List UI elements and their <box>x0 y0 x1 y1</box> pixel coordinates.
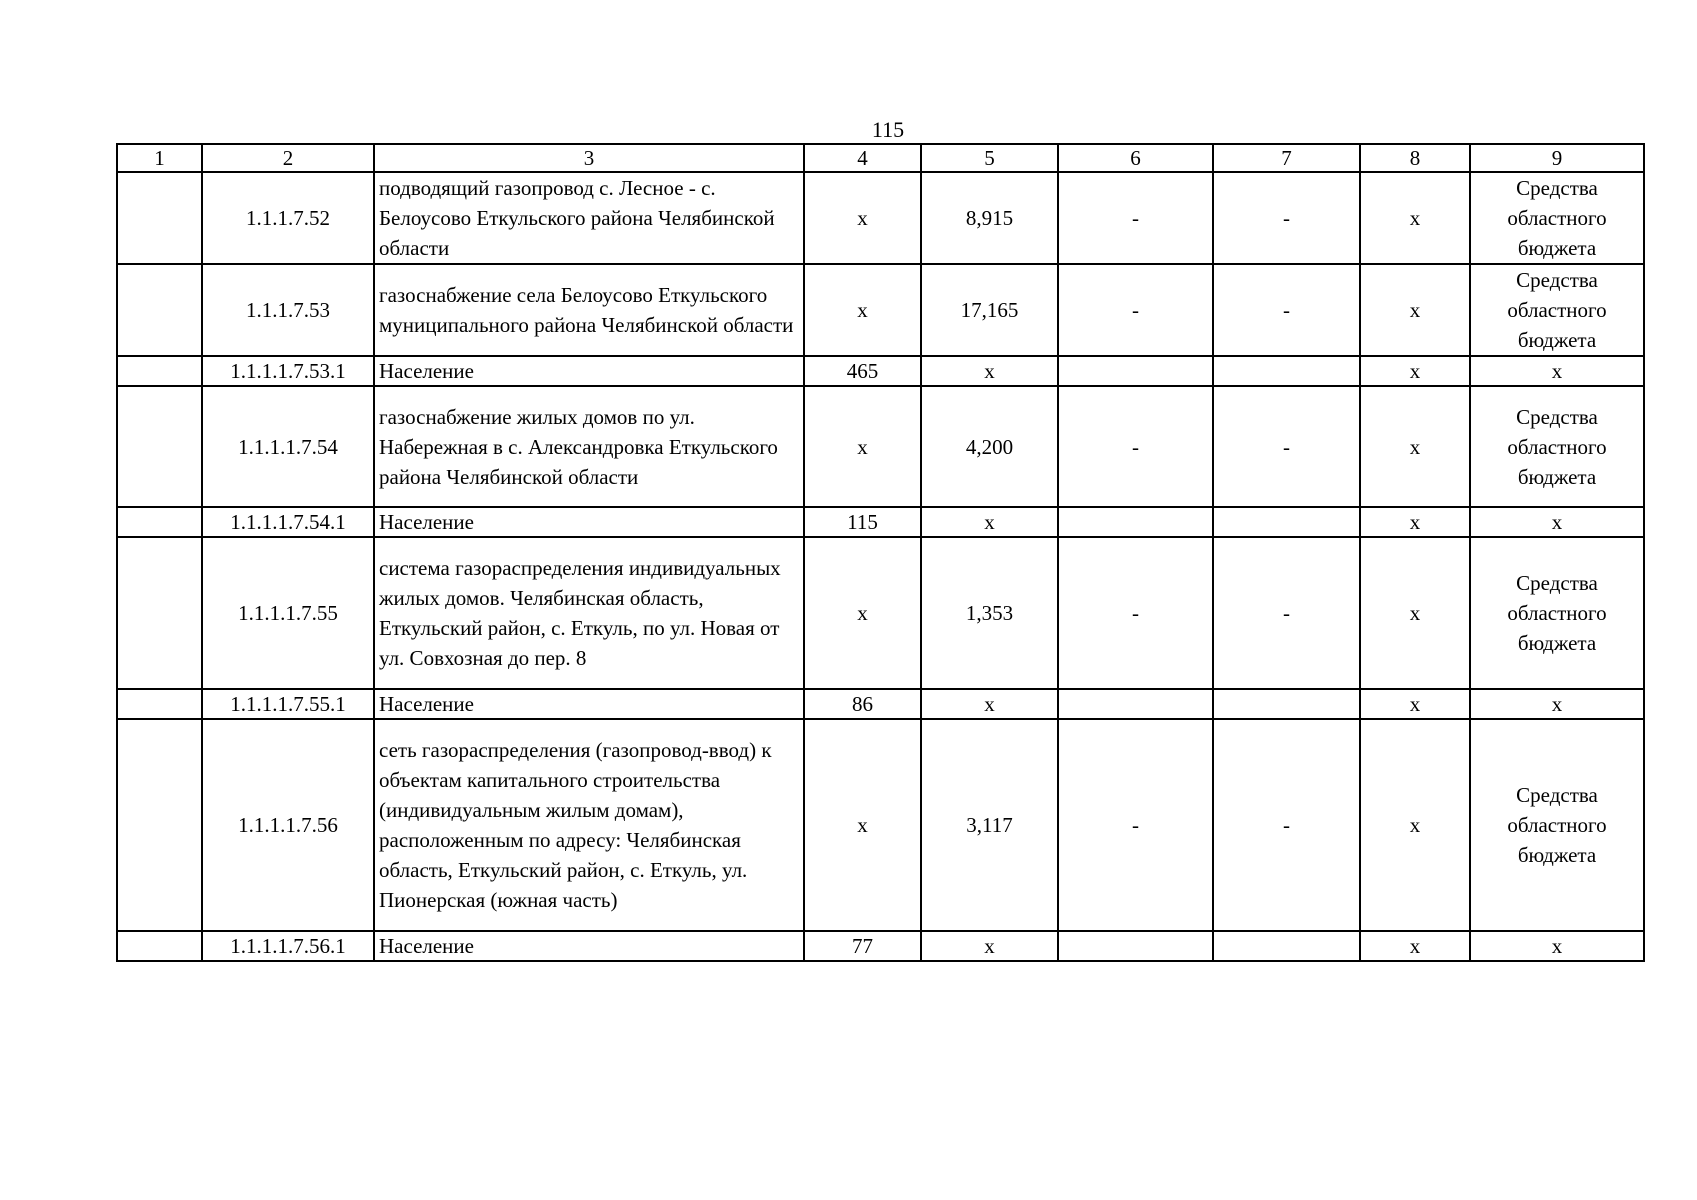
header-col-7: 7 <box>1213 144 1360 172</box>
row-col-6: - <box>1058 172 1213 264</box>
row-description: Население <box>374 356 804 386</box>
header-col-4: 4 <box>804 144 921 172</box>
row-number <box>117 264 202 356</box>
row-code: 1.1.1.1.7.53.1 <box>202 356 374 386</box>
row-col-7 <box>1213 689 1360 719</box>
row-col-6 <box>1058 507 1213 537</box>
row-code: 1.1.1.7.53 <box>202 264 374 356</box>
table-row <box>117 719 1644 931</box>
row-col-4: 86 <box>804 689 921 719</box>
table-row <box>117 386 1644 507</box>
row-col-7 <box>1213 356 1360 386</box>
row-description: газоснабжение села Белоусово Еткульского муниципального района Челябинской области <box>374 264 804 356</box>
row-col-5: 3,117 <box>921 719 1058 931</box>
row-col-8: x <box>1360 931 1470 961</box>
row-description: Население <box>374 689 804 719</box>
row-code: 1.1.1.7.52 <box>202 172 374 264</box>
row-col-7: - <box>1213 719 1360 931</box>
row-funding-source: x <box>1470 689 1644 719</box>
row-col-8: x <box>1360 507 1470 537</box>
row-description: Население <box>374 507 804 537</box>
header-col-3: 3 <box>374 144 804 172</box>
row-col-5: 4,200 <box>921 386 1058 507</box>
row-description: Население <box>374 931 804 961</box>
row-number <box>117 507 202 537</box>
row-code: 1.1.1.1.7.54.1 <box>202 507 374 537</box>
row-col-5: x <box>921 931 1058 961</box>
row-code: 1.1.1.1.7.56.1 <box>202 931 374 961</box>
row-funding-source: Средства областного бюджета <box>1470 537 1644 689</box>
row-code: 1.1.1.1.7.54 <box>202 386 374 507</box>
row-funding-source: Средства областного бюджета <box>1470 172 1644 264</box>
row-col-6 <box>1058 931 1213 961</box>
row-col-4: 115 <box>804 507 921 537</box>
row-col-5: 1,353 <box>921 537 1058 689</box>
row-description: подводящий газопровод с. Лесное - с. Белоусово Еткульского района Челябинской области <box>374 172 804 264</box>
row-number <box>117 689 202 719</box>
row-col-8: x <box>1360 356 1470 386</box>
table-row <box>117 689 1644 719</box>
row-number <box>117 537 202 689</box>
row-col-4: x <box>804 264 921 356</box>
row-col-5: x <box>921 689 1058 719</box>
row-col-6: - <box>1058 264 1213 356</box>
row-col-7 <box>1213 931 1360 961</box>
row-funding-source: x <box>1470 356 1644 386</box>
header-col-2: 2 <box>202 144 374 172</box>
table-row <box>117 507 1644 537</box>
row-col-7: - <box>1213 386 1360 507</box>
row-col-4: 465 <box>804 356 921 386</box>
row-col-5: 8,915 <box>921 172 1058 264</box>
row-funding-source: x <box>1470 931 1644 961</box>
row-col-5: 17,165 <box>921 264 1058 356</box>
table-row <box>117 264 1644 356</box>
header-col-9: 9 <box>1470 144 1644 172</box>
header-col-1: 1 <box>117 144 202 172</box>
table-row <box>117 356 1644 386</box>
table-row <box>117 172 1644 264</box>
row-description: газоснабжение жилых домов по ул. Набережная в с. Александровка Еткульского района Челябинской области <box>374 386 804 507</box>
row-col-4: x <box>804 537 921 689</box>
row-col-6 <box>1058 356 1213 386</box>
row-number <box>117 386 202 507</box>
row-funding-source: Средства областного бюджета <box>1470 386 1644 507</box>
row-col-8: x <box>1360 719 1470 931</box>
row-number <box>117 719 202 931</box>
row-col-8: x <box>1360 264 1470 356</box>
page-number: 115 <box>871 117 905 142</box>
row-funding-source: Средства областного бюджета <box>1470 719 1644 931</box>
header-row <box>117 144 1644 172</box>
row-description: сеть газораспределения (газопровод-ввод) к объектам капитального строительства (индивидуальным жилым домам), расположенным по адресу: Челябинская область, Еткульский район, с. Еткуль, ул. Пионерская (южная часть) <box>374 719 804 931</box>
row-description: система газораспределения индивидуальных жилых домов. Челябинская область, Еткульский район, с. Еткуль, по ул. Новая от ул. Совхозная до пер. 8 <box>374 537 804 689</box>
row-col-4: x <box>804 719 921 931</box>
row-funding-source: Средства областного бюджета <box>1470 264 1644 356</box>
row-col-7: - <box>1213 537 1360 689</box>
program-table <box>116 143 1645 962</box>
header-col-8: 8 <box>1360 144 1470 172</box>
row-col-7: - <box>1213 264 1360 356</box>
row-col-4: x <box>804 172 921 264</box>
row-col-6: - <box>1058 719 1213 931</box>
header-col-6: 6 <box>1058 144 1213 172</box>
row-number <box>117 356 202 386</box>
row-code: 1.1.1.1.7.56 <box>202 719 374 931</box>
row-number <box>117 931 202 961</box>
row-col-5: x <box>921 356 1058 386</box>
row-col-8: x <box>1360 689 1470 719</box>
row-col-4: x <box>804 386 921 507</box>
row-col-6 <box>1058 689 1213 719</box>
row-col-7 <box>1213 507 1360 537</box>
row-col-5: x <box>921 507 1058 537</box>
row-code: 1.1.1.1.7.55.1 <box>202 689 374 719</box>
row-col-8: x <box>1360 386 1470 507</box>
row-col-8: x <box>1360 537 1470 689</box>
row-code: 1.1.1.1.7.55 <box>202 537 374 689</box>
table-row <box>117 931 1644 961</box>
row-number <box>117 172 202 264</box>
row-col-6: - <box>1058 537 1213 689</box>
row-funding-source: x <box>1470 507 1644 537</box>
header-col-5: 5 <box>921 144 1058 172</box>
row-col-8: x <box>1360 172 1470 264</box>
table-row <box>117 537 1644 689</box>
row-col-4: 77 <box>804 931 921 961</box>
row-col-7: - <box>1213 172 1360 264</box>
row-col-6: - <box>1058 386 1213 507</box>
